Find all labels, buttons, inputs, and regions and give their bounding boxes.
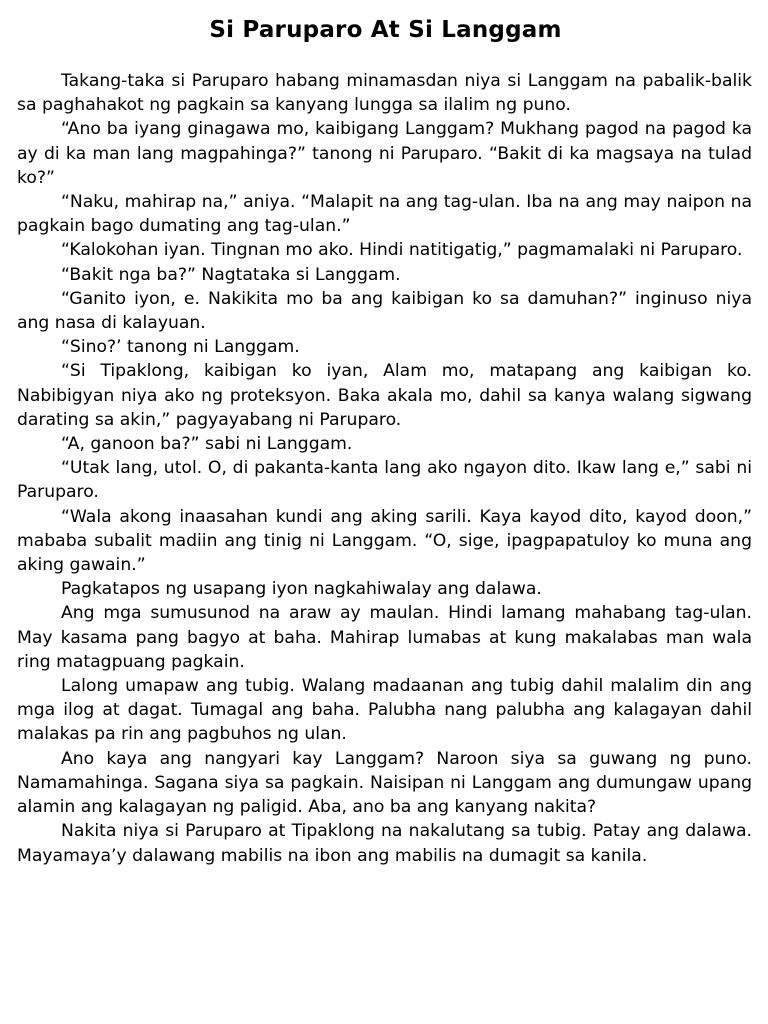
story-body (17, 69, 752, 868)
paragraph: Pagkatapos ng usapang iyon nagkahiwalay ang dalawa. (61, 579, 542, 600)
paragraph: Nakita niya si Paruparo at Tipaklong na nakalutang sa tubig. Patay ang dalawa. Mayamaya’y dalawang mabilis na ibon ang mabilis na dumagit sa kanila. (17, 821, 752, 866)
document-page (17, 14, 752, 868)
paragraph: “Si Tipaklong, kaibigan ko iyan, Alam mo, matapang ang kaibigan ko. Nabibigyan niya ako ng proteksyon. Baka akala mo, dahil sa kanya walang sigwang darating sa akin,” pagyayabang ni Paruparo. (17, 361, 752, 430)
paragraph: Lalong umapaw ang tubig. Walang madaanan ang tubig dahil malalim din ang mga ilog at dagat. Tumagal ang baha. Palubha nang palubha ang kalagayan dahil malakas pa rin ang pagbuhos ng ulan. (17, 676, 752, 745)
paragraph: Ang mga sumusunod na araw ay maulan. Hindi lamang mahabang tag-ulan. May kasama pang bagyo at baha. Mahirap lumabas at kung makalabas man wala ring matagpuang pagkain. (17, 603, 752, 672)
paragraph: “Naku, mahirap na,” aniya. “Malapit na ang tag-ulan. Iba na ang may naipon na pagkain bago dumating ang tag-ulan.” (17, 192, 752, 237)
paragraph: “Utak lang, utol. O, di pakanta-kanta lang ako ngayon dito. Ikaw lang e,” sabi ni Paruparo. (17, 458, 752, 503)
paragraph: “Kalokohan iyan. Tingnan mo ako. Hindi natitigatig,” pagmamalaki ni Paruparo. (61, 240, 743, 261)
paragraph: “A, ganoon ba?” sabi ni Langgam. (61, 434, 353, 455)
paragraph: “Wala akong inaasahan kundi ang aking sarili. Kaya kayod dito, kayod doon,” mababa subalit madiin ang tinig ni Langgam. “O, sige, ipagpapatuloy ko muna ang aking gawain.” (17, 506, 752, 576)
paragraph: Takang-taka si Paruparo habang minamasdan niya si Langgam na pabalik-balik sa paghahakot ng pagkain sa kanyang lungga sa ilalim ng puno. (17, 71, 752, 116)
page-title: Si Paruparo At Si Langgam (209, 17, 562, 43)
paragraph: Ano kaya ang nangyari kay Langgam? Naroon siya sa guwang ng puno. Namamahinga. Sagana siya sa pagkain. Naisipan ni Langgam ang dumungaw upang alamin ang kalagayan ng paligid. Aba, ano ba ang kanyang nakita? (17, 748, 752, 818)
paragraph: “Ganito iyon, e. Nakikita mo ba ang kaibigan ko sa damuhan?” inginuso niya ang nasa di kalayuan. (17, 288, 752, 334)
paragraph: “Ano ba iyang ginagawa mo, kaibigang Langgam? Mukhang pagod na pagod ka ay di ka man lang magpahinga?” tanong ni Paruparo. “Bakit di ka magsaya na tulad ko?” (17, 119, 752, 188)
paragraph: “Sino?’ tanong ni Langgam. (61, 337, 300, 358)
paragraph: “Bakit nga ba?” Nagtataka si Langgam. (61, 264, 401, 285)
